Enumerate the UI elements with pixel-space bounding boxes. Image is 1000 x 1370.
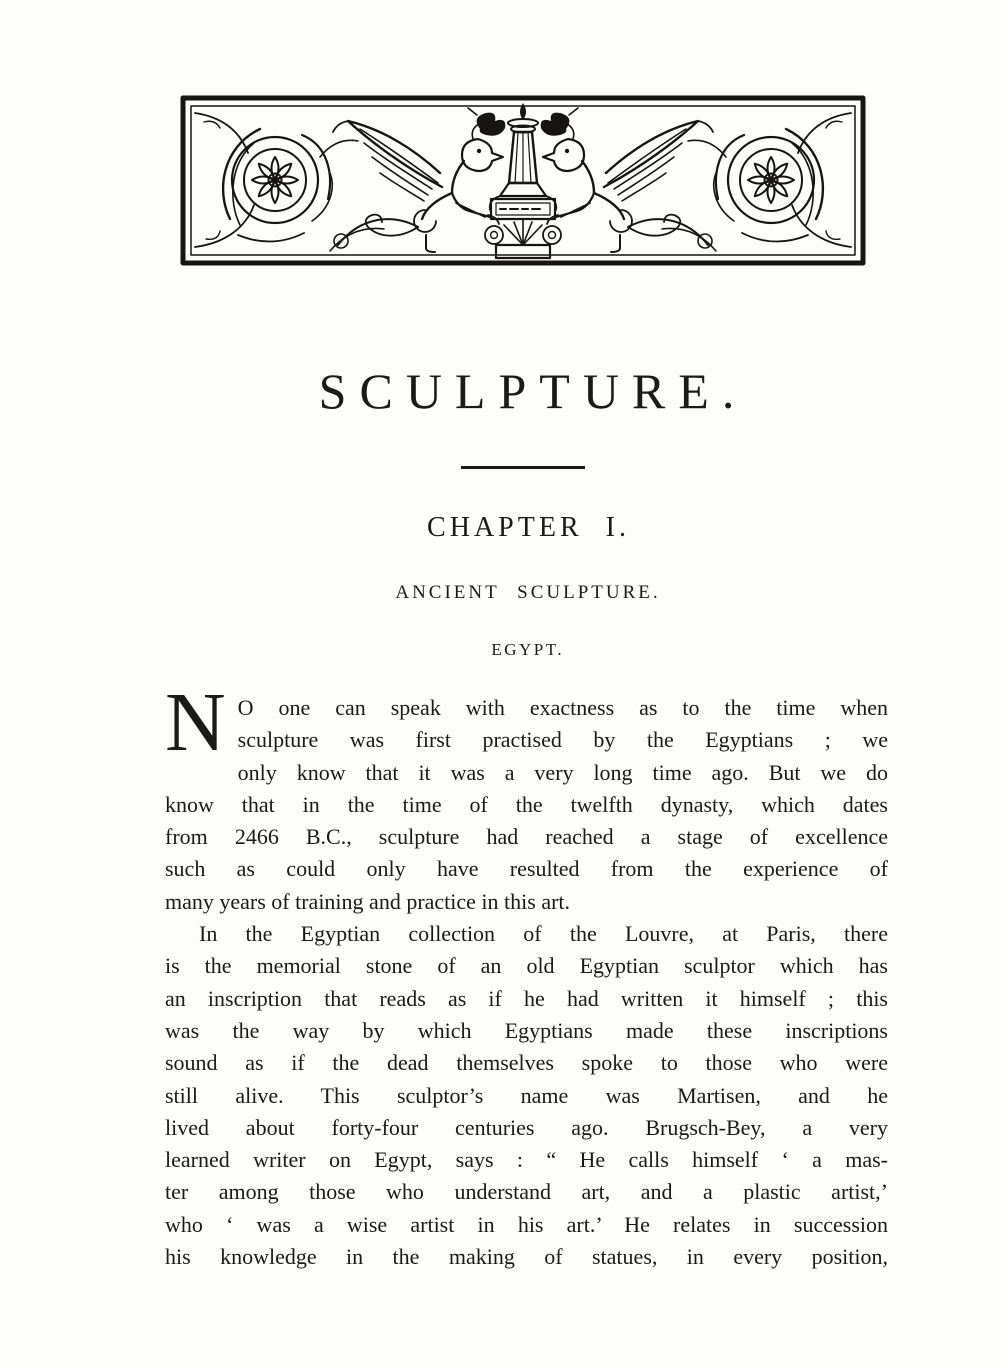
text-line: was the way by which Egyptians made these inscriptions (165, 1017, 888, 1043)
text-line: is the memorial stone of an old Egyptian sculptor which has (165, 953, 888, 979)
subsection-heading: EGYPT. (491, 640, 565, 659)
body-text (165, 676, 888, 1273)
text-line: sound as if the dead themselves spoke to those who were (165, 1050, 888, 1076)
text-line: such as could only have resulted from the experience of (165, 856, 888, 882)
text-line: who ‘ was a wise artist in his art.’ He relates in succession (165, 1211, 888, 1237)
text-line: his knowledge in the making of statues, in every position, (165, 1244, 888, 1270)
text-line: still alive. This sculptor’s name was Martisen, and he (165, 1082, 888, 1108)
text-line: from 2466 B.C., sculpture had reached a stage of excellence (165, 824, 888, 850)
text-line: only know that it was a very long time ago. But we do (237, 759, 888, 785)
title-divider (461, 466, 585, 469)
chapter-heading: CHAPTER I. (427, 512, 630, 543)
text-line: In the Egyptian collection of the Louvre, at Paris, there (199, 921, 888, 947)
drop-cap: N (165, 676, 226, 769)
text-line: know that in the time of the twelfth dynasty, which dates (165, 791, 888, 817)
text-line: O one can speak with exactness as to the time when (237, 695, 888, 720)
paragraph-2 (165, 918, 888, 1273)
paragraph-1 (165, 676, 888, 918)
text-line: learned writer on Egypt, says : “ He calls himself ‘ a mas- (165, 1147, 888, 1173)
text-line: ter among those who understand art, and a plastic artist,’ (165, 1179, 888, 1205)
text-line: sculpture was first practised by the Egyptians ; we (237, 727, 888, 753)
section-heading: ANCIENT SCULPTURE. (395, 582, 661, 603)
header-ornament (180, 95, 866, 266)
griffins-and-candelabrum-engraving-icon (180, 95, 866, 266)
text-line: lived about forty-four centuries ago. Brugsch-Bey, a very (165, 1114, 888, 1140)
page-title: SCULPTURE. (318, 363, 748, 419)
text-line: an inscription that reads as if he had written it himself ; this (165, 985, 888, 1011)
text-line: many years of training and practice in this art. (165, 888, 571, 914)
